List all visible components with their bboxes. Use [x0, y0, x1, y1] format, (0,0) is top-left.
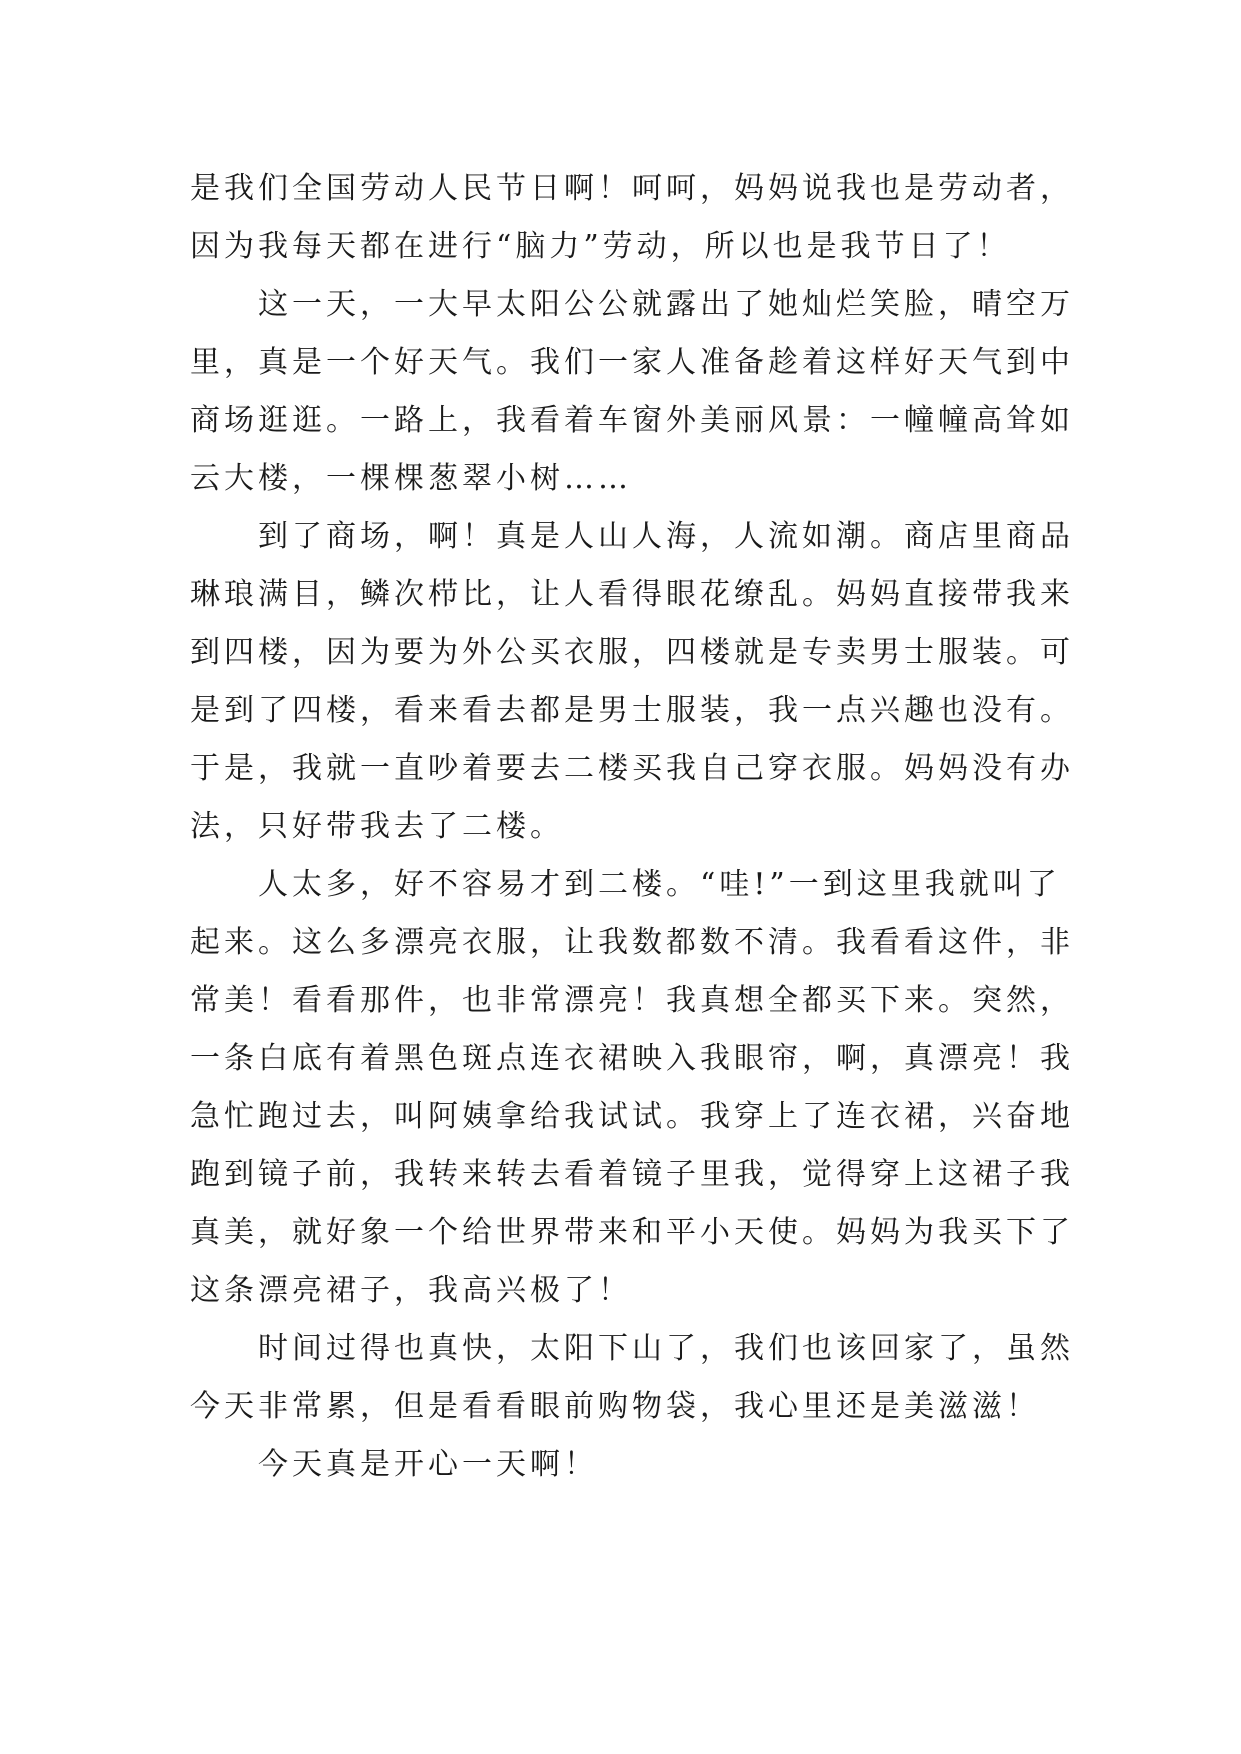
text-line: 起来。这么多漂亮衣服，让我数都数不清。我看看这件，非	[190, 925, 1074, 960]
text-line: 云大楼，一棵棵葱翠小树……	[190, 461, 632, 496]
text-line: 琳琅满目，鳞次栉比，让人看得眼花缭乱。妈妈直接带我来	[190, 577, 1074, 612]
text-line: 一条白底有着黑色斑点连衣裙映入我眼帘，啊，真漂亮！我	[190, 1041, 1074, 1076]
text-line: 到四楼，因为要为外公买衣服，四楼就是专卖男士服装。可	[190, 635, 1074, 670]
text-line: 法，只好带我去了二楼。	[190, 809, 564, 844]
text-line: 商场逛逛。一路上，我看着车窗外美丽风景：一幢幢高耸如	[190, 403, 1074, 438]
text-line: 这一天，一大早太阳公公就露出了她灿烂笑脸，晴空万	[190, 287, 1074, 322]
text-line: 今天真是开心一天啊！	[190, 1447, 598, 1482]
text-line: 里，真是一个好天气。我们一家人准备趁着这样好天气到中	[190, 345, 1074, 380]
text-line: 真美，就好象一个给世界带来和平小天使。妈妈为我买下了	[190, 1215, 1074, 1250]
text-line: 时间过得也真快，太阳下山了，我们也该回家了，虽然	[190, 1331, 1074, 1366]
text-line: 是我们全国劳动人民节日啊！呵呵，妈妈说我也是劳动者，	[190, 171, 1074, 206]
text-line: 急忙跑过去，叫阿姨拿给我试试。我穿上了连衣裙，兴奋地	[190, 1099, 1074, 1134]
text-line: 到了商场，啊！真是人山人海，人流如潮。商店里商品	[190, 519, 1074, 554]
text-line: 因为我每天都在进行“脑力”劳动，所以也是我节日了！	[190, 229, 1011, 264]
text-line: 是到了四楼，看来看去都是男士服装，我一点兴趣也没有。	[190, 693, 1074, 728]
text-line: 今天非常累，但是看看眼前购物袋，我心里还是美滋滋！	[190, 1389, 1040, 1424]
essay-body	[190, 160, 1074, 1494]
text-line: 于是，我就一直吵着要去二楼买我自己穿衣服。妈妈没有办	[190, 751, 1074, 786]
text-line: 常美！看看那件，也非常漂亮！我真想全都买下来。突然，	[190, 983, 1074, 1018]
text-line: 人太多，好不容易才到二楼。“哇!”一到这里我就叫了	[190, 867, 1061, 902]
text-line: 这条漂亮裙子，我高兴极了！	[190, 1273, 632, 1308]
text-line: 跑到镜子前，我转来转去看着镜子里我，觉得穿上这裙子我	[190, 1157, 1074, 1192]
